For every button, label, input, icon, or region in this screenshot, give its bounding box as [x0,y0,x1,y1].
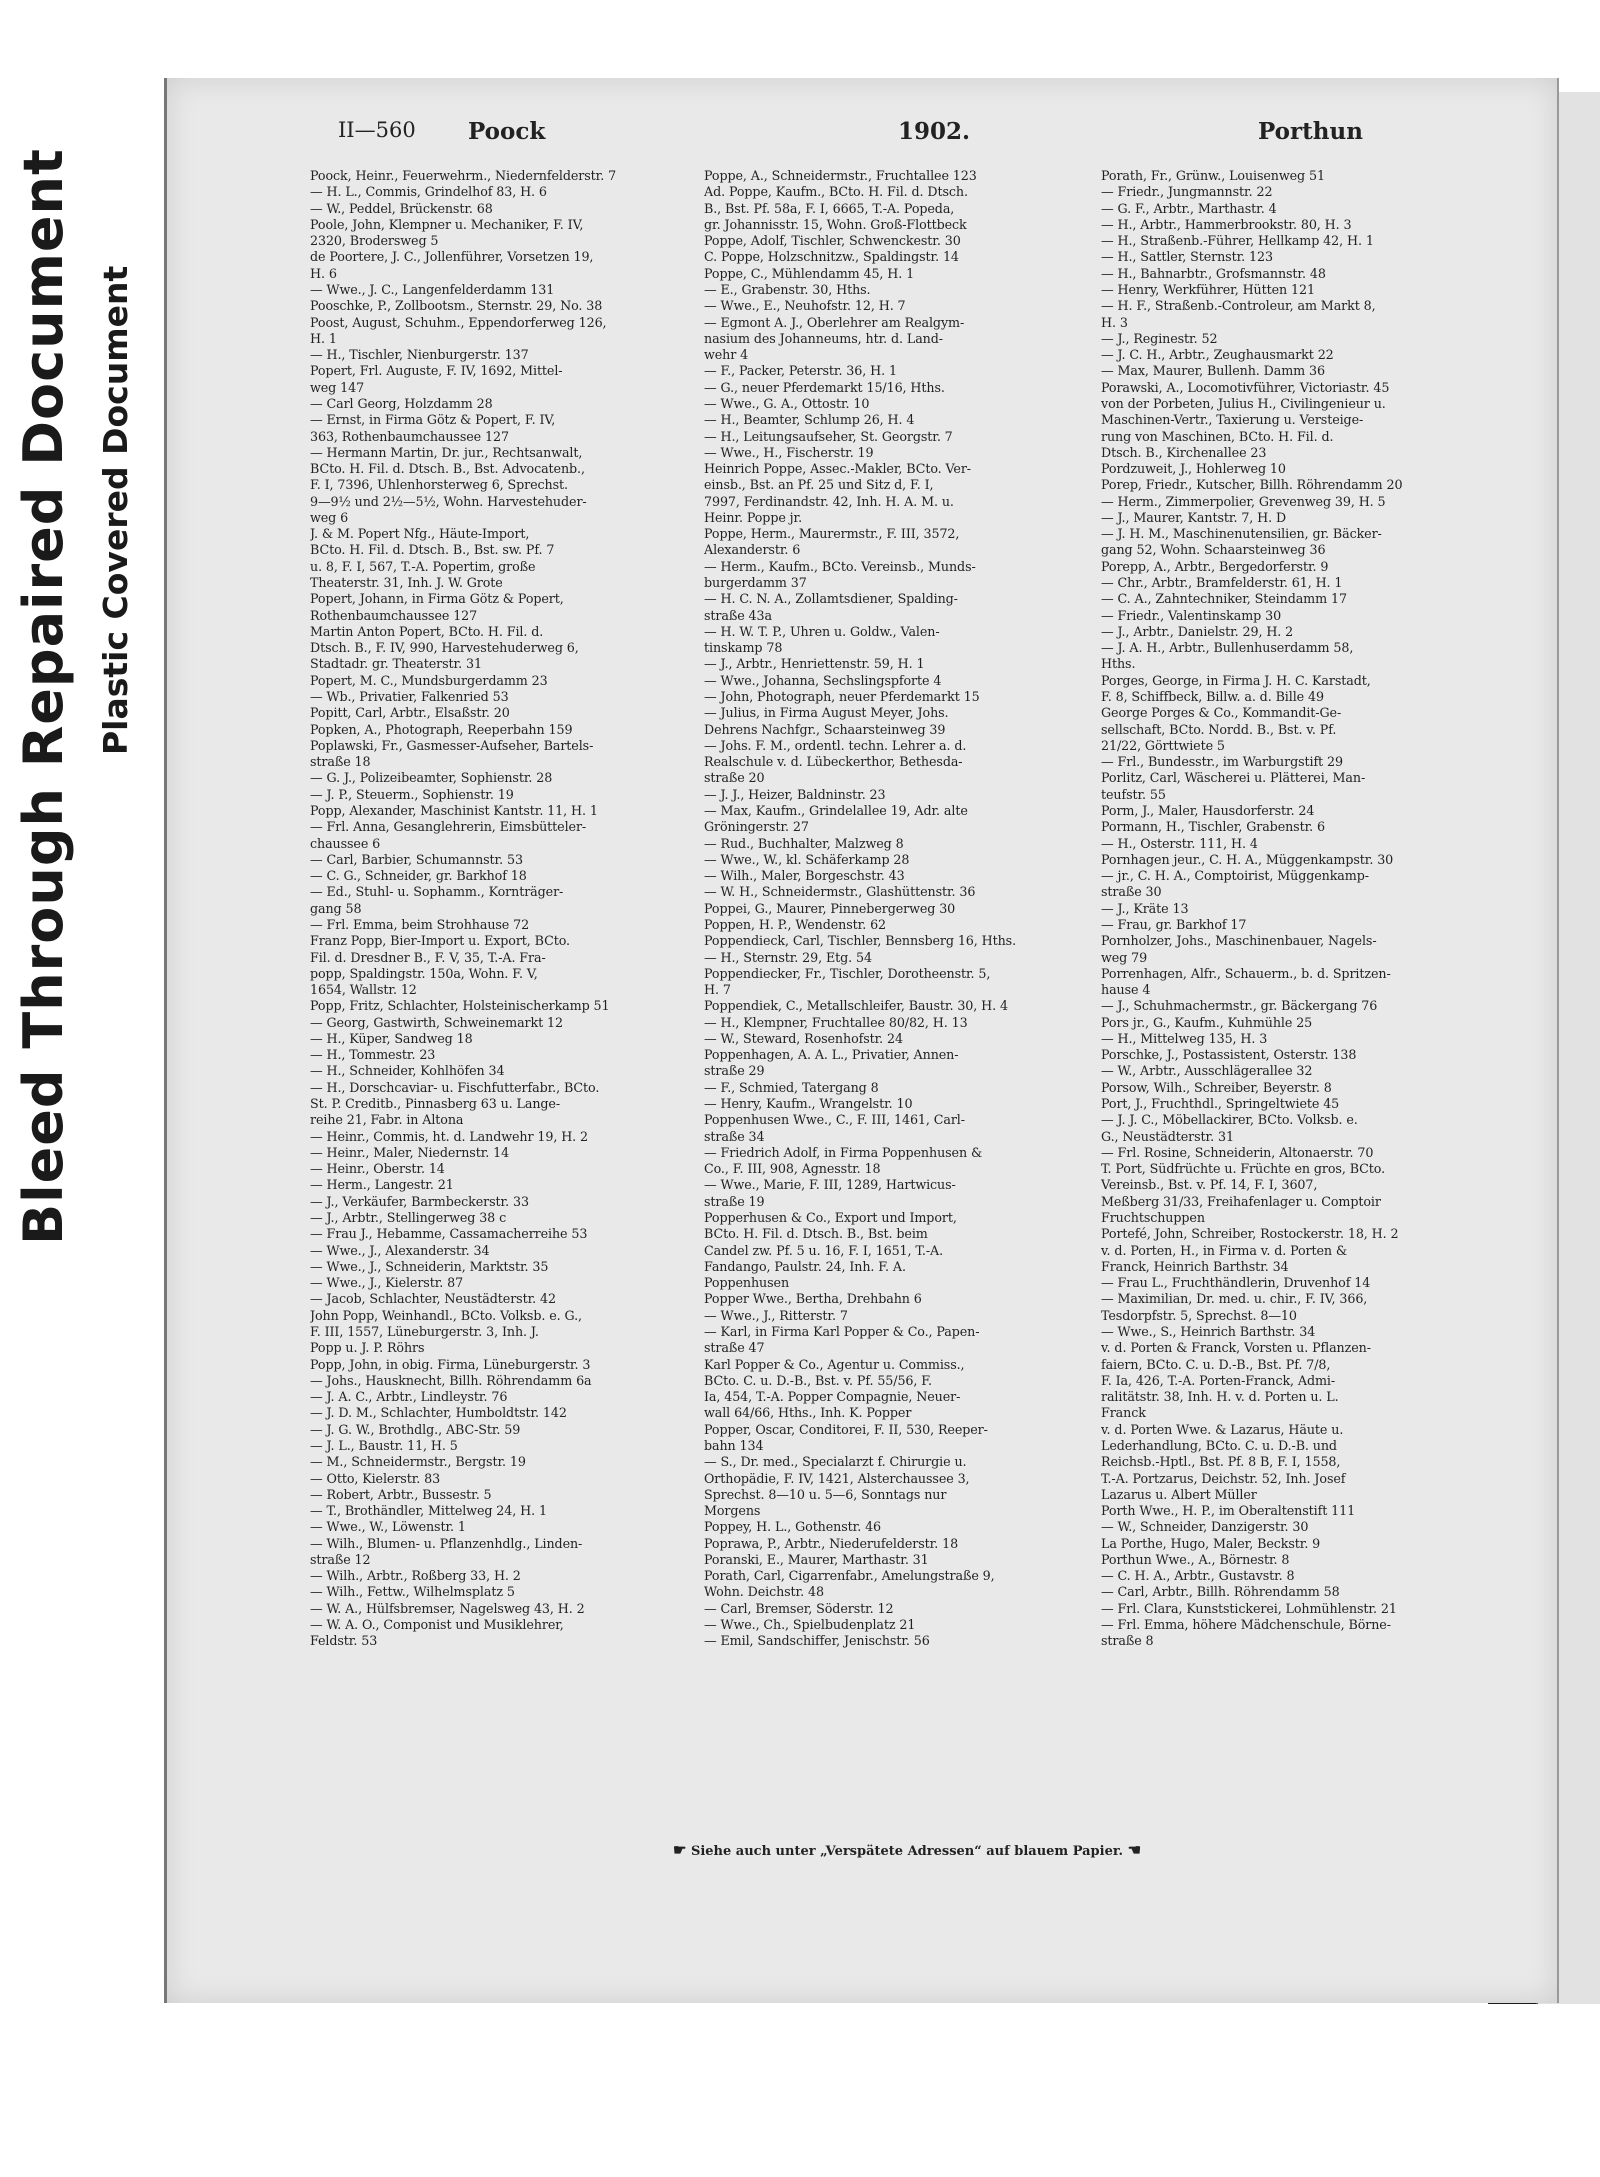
directory-line: Porath, Fr., Grünw., Louisenweg 51 [1101,168,1325,183]
directory-line: Reichsb.-Hptl., Bst. Pf. 8 B, F. I, 1558, [1101,1454,1341,1470]
directory-line: Poppenhusen Wwe., C., F. III, 1461, Carl- [704,1112,965,1128]
directory-line: — Georg, Gastwirth, Schweinemarkt 12 [310,1014,563,1030]
directory-line: Poppe, C., Mühlendamm 45, H. 1 [704,265,915,281]
directory-line: straße 47 [704,1340,765,1356]
directory-line: La Porthe, Hugo, Maler, Beckstr. 9 [1101,1535,1321,1551]
directory-line: — J. A. C., Arbtr., Lindleystr. 76 [310,1389,508,1405]
bleed-through-label: Bleed Through Repaired Document [12,148,75,1245]
directory-line: Vereinsb., Bst. v. Pf. 14, F. I, 3607, [1101,1177,1318,1193]
directory-line: — J. P., Steuerm., Sophienstr. 19 [310,786,514,802]
directory-line: B., Bst. Pf. 58a, F. I, 6665, T.-A. Popeda, [704,200,955,216]
directory-line: — Frl. Rosine, Schneiderin, Altonaerstr. 70 [1101,1144,1374,1160]
directory-line: — H. F., Straßenb.-Controleur, am Markt 8, [1101,298,1376,314]
directory-line: Candel zw. Pf. 5 u. 16, F. I, 1651, T.-A. [704,1242,944,1258]
directory-line: von der Porbeten, Julius H., Civilingenieur u. [1101,395,1386,411]
directory-line: weg 79 [1101,949,1148,965]
directory-line: Poppendiek, C., Metallschleifer, Baustr. 30, H. 4 [704,998,1008,1014]
directory-line: — jr., C. H. A., Comptoirist, Müggenkamp- [1101,868,1369,884]
directory-line: — W. A. O., Componist und Musiklehrer, [310,1617,564,1633]
directory-line: Pors jr., G., Kaufm., Kuhmühle 25 [1101,1014,1313,1030]
directory-line: de Poortere, J. C., Jollenführer, Vorsetzen 19, [310,249,594,265]
directory-line: Rothenbaumchaussee 127 [310,607,478,623]
directory-line: — Frl., Bundesstr., im Warburgstift 29 [1101,754,1343,770]
directory-line: — Herm., Kaufm., BCto. Vereinsb., Munds- [704,558,976,574]
directory-line: Co., F. III, 908, Agnesstr. 18 [704,1161,881,1177]
directory-line: gang 58 [310,900,362,916]
directory-line: reihe 21, Fabr. in Altona [310,1112,464,1128]
directory-line: Martin Anton Popert, BCto. H. Fil. d. [310,623,544,639]
directory-line: Pordzuweit, J., Hohlerweg 10 [1101,461,1286,477]
directory-line: einsb., Bst. an Pf. 25 und Sitz d, F. I, [704,477,934,493]
directory-line: F. Ia, 426, T.-A. Porten-Franck, Admi- [1101,1372,1336,1388]
directory-line: straße 43a [704,607,772,623]
directory-line: — J. G. W., Brothdlg., ABC-Str. 59 [310,1421,521,1437]
directory-line: — Hermann Martin, Dr. jur., Rechtsanwalt, [310,444,583,460]
directory-line: Dehrens Nachfgr., Schaarsteinweg 39 [704,721,946,737]
directory-line: — Frl. Clara, Kunststickerei, Lohmühlenstr. 21 [1101,1600,1397,1616]
directory-line: H. 7 [704,982,731,998]
directory-line: — Rud., Buchhalter, Malzweg 8 [704,835,904,851]
header-last-entry: Porthun [1258,118,1363,145]
directory-line: — Chr., Arbtr., Bramfelderstr. 61, H. 1 [1101,575,1343,591]
directory-line: — Heinr., Maler, Niedernstr. 14 [310,1144,510,1160]
directory-line: — J. J., Heizer, Baldninstr. 23 [704,786,886,802]
directory-line: sellschaft, BCto. Nordd. B., Bst. v. Pf. [1101,721,1337,737]
scanned-page [164,78,1559,2003]
directory-line: Popken, A., Photograph, Reeperbahn 159 [310,721,573,737]
directory-line: Popp, Alexander, Maschinist Kantstr. 11, H. 1 [310,802,598,818]
directory-line: 363, Rothenbaumchaussee 127 [310,428,509,444]
directory-line: — Frau J., Hebamme, Cassamacherreihe 53 [310,1226,588,1242]
footer-text: Siehe auch unter „Verspätete Adressen“ auf blauem Papier. [690,1844,1124,1859]
directory-line: chaussee 6 [310,835,381,851]
directory-line: — W., Schneider, Danzigerstr. 30 [1101,1519,1309,1535]
plastic-covered-label: Plastic Covered Document [96,265,135,755]
directory-line: — Frl. Emma, beim Strohhause 72 [310,916,530,932]
directory-line: Poprawa, P., Arbtr., Niederufelderstr. 18 [704,1535,959,1551]
directory-line: v. d. Porten, H., in Firma v. d. Porten & [1101,1242,1348,1258]
directory-line: straße 29 [704,1063,765,1079]
directory-line: BCto. H. Fil. d. Dtsch. B., Bst. beim [704,1226,928,1242]
directory-line: Lederhandlung, BCto. C. u. D.-B. und [1101,1437,1337,1453]
directory-line: — H. C. N. A., Zollamtsdiener, Spalding- [704,591,958,607]
directory-line: — W., Arbtr., Ausschlägerallee 32 [1101,1063,1313,1079]
directory-line: BCto. C. u. D.-B., Bst. v. Pf. 55/56, F. [704,1372,932,1388]
directory-line: Dtsch. B., Kirchenallee 23 [1101,444,1267,460]
directory-line: Lazarus u. Albert Müller [1101,1486,1257,1502]
directory-line: Alexanderstr. 6 [704,542,801,558]
directory-line: Popp, Fritz, Schlachter, Holsteinischerkamp 51 [310,998,610,1014]
directory-line: — Wwe., W., Löwenstr. 1 [310,1519,466,1535]
directory-line: — Johs., Hausknecht, Billh. Röhrendamm 6a [310,1372,592,1388]
directory-line: — Johs. F. M., ordentl. techn. Lehrer a. d. [704,737,967,753]
directory-line: — Herm., Langestr. 21 [310,1177,454,1193]
directory-line: Poppenhusen [704,1275,790,1291]
directory-line: Tesdorpfstr. 5, Sprechst. 8—10 [1101,1307,1297,1323]
directory-line: — W. A., Hülfsbremser, Nagelsweg 43, H. 2 [310,1600,585,1616]
directory-line: H. 6 [310,265,337,281]
directory-line: Porep, Friedr., Kutscher, Billh. Röhrendamm 20 [1101,477,1403,493]
directory-line: Orthopädie, F. IV, 1421, Alsterchaussee 3, [704,1470,970,1486]
directory-line: — C. A., Zahntechniker, Steindamm 17 [1101,591,1347,607]
directory-line: John Popp, Weinhandl., BCto. Volksb. e. G., [310,1307,582,1323]
page-number: II—560 [338,118,416,142]
directory-line: v. d. Porten Wwe. & Lazarus, Häute u. [1101,1421,1344,1437]
directory-line: straße 34 [704,1128,765,1144]
directory-line: straße 19 [704,1193,765,1209]
directory-line: Poole, John, Klempner u. Mechaniker, F. IV, [310,216,584,232]
directory-line: Popert, M. C., Mundsburgerdamm 23 [310,672,548,688]
directory-line: Heinr. Poppe jr. [704,509,803,525]
directory-line: — H., Schneider, Kohlhöfen 34 [310,1063,505,1079]
directory-line: Porm, J., Maler, Hausdorferstr. 24 [1101,802,1315,818]
directory-line: Fandango, Paulstr. 24, Inh. F. A. [704,1258,906,1274]
directory-line: — H., Straßenb.-Führer, Hellkamp 42, H. 1 [1101,233,1374,249]
directory-line: Ad. Poppe, Kaufm., BCto. H. Fil. d. Dtsch. [704,184,968,200]
directory-line: Poppei, G., Maurer, Pinnebergerweg 30 [704,900,956,916]
directory-line: — H., Osterstr. 111, H. 4 [1101,835,1258,851]
directory-line: — Jacob, Schlachter, Neustädterstr. 42 [310,1291,556,1307]
directory-line: gr. Johannisstr. 15, Wohn. Groß-Flottbeck [704,216,967,232]
directory-line: — H., Arbtr., Hammerbrookstr. 80, H. 3 [1101,216,1352,232]
directory-line: 2320, Brodersweg 5 [310,233,439,249]
directory-line: Porsow, Wilh., Schreiber, Beyerstr. 8 [1101,1079,1332,1095]
directory-line: Poppen, H. P., Wendenstr. 62 [704,916,887,932]
directory-line: — H., Sattler, Sternstr. 123 [1101,249,1273,265]
footer-note [507,1841,1307,1859]
directory-line: — Carl, Bremser, Söderstr. 12 [704,1600,894,1616]
directory-line: — J. C. H., Arbtr., Zeughausmarkt 22 [1101,347,1334,363]
directory-line: weg 6 [310,509,349,525]
directory-line: Porges, George, in Firma J. H. C. Karstadt, [1101,672,1371,688]
directory-line: Popper, Oscar, Conditorei, F. II, 530, Reeper- [704,1421,988,1437]
directory-line: — Wwe., J., Kielerstr. 87 [310,1275,464,1291]
directory-line: bahn 134 [704,1437,764,1453]
directory-line: Poppe, A., Schneidermstr., Fruchtallee 123 [704,168,977,183]
directory-line: — Frau, gr. Barkhof 17 [1101,916,1247,932]
directory-line: Porrenhagen, Alfr., Schauerm., b. d. Spritzen- [1101,965,1391,981]
directory-line: — S., Dr. med., Specialarzt f. Chirurgie u. [704,1454,967,1470]
directory-line: — Max, Maurer, Bullenh. Damm 36 [1101,363,1325,379]
directory-line: rung von Maschinen, BCto. H. Fil. d. [1101,428,1334,444]
directory-line: — J. J. C., Möbellackirer, BCto. Volksb. e. [1101,1112,1358,1128]
directory-line: Popert, Frl. Auguste, F. IV, 1692, Mittel- [310,363,563,379]
directory-line: BCto. H. Fil. d. Dtsch. B., Bst. sw. Pf. 7 [310,542,555,558]
directory-line: Poost, August, Schuhm., Eppendorferweg 126, [310,314,607,330]
header-year: 1902. [898,118,971,145]
directory-line: — J., Verkäufer, Barmbeckerstr. 33 [310,1193,529,1209]
directory-line: Poppendieck, Carl, Tischler, Bennsberg 16, Hths. [704,933,1017,949]
pointing-hand-icon-right: ☚ [1127,1841,1142,1859]
directory-line: — F., Schmied, Tatergang 8 [704,1079,879,1095]
directory-line: — G. J., Polizeibeamter, Sophienstr. 28 [310,770,553,786]
directory-line: straße 12 [310,1551,371,1567]
directory-line: Hths. [1101,656,1136,672]
directory-line: Porlitz, Carl, Wäscherei u. Plätterei, Man- [1101,770,1366,786]
directory-line: Maschinen-Vertr., Taxierung u. Versteige- [1101,412,1364,428]
directory-line: — Wwe., J. C., Langenfelderdamm 131 [310,281,555,297]
directory-line: — Robert, Arbtr., Bussestr. 5 [310,1486,492,1502]
directory-line: F. III, 1557, Lüneburgerstr. 3, Inh. J. [310,1323,539,1339]
directory-line: — Carl Georg, Holzdamm 28 [310,395,493,411]
directory-line: — Wilh., Blumen- u. Pflanzenhdlg., Linden- [310,1535,583,1551]
column-right [1101,168,1507,1650]
directory-line: Poppe, Adolf, Tischler, Schwenckestr. 30 [704,233,961,249]
directory-line: tinskamp 78 [704,640,783,656]
directory-line: — H., Mittelweg 135, H. 3 [1101,1030,1268,1046]
directory-line: — Wwe., H., Fischerstr. 19 [704,444,874,460]
directory-line: — J. A. H., Arbtr., Bullenhuserdamm 58, [1101,640,1354,656]
directory-line: faiern, BCto. C. u. D.-B., Bst. Pf. 7/8, [1101,1356,1331,1372]
directory-line: — Wwe., G. A., Ottostr. 10 [704,395,870,411]
directory-line: — J., Maurer, Kantstr. 7, H. D [1101,509,1287,525]
directory-line: Theaterstr. 31, Inh. J. W. Grote [310,575,503,591]
directory-line: Morgens [704,1503,761,1519]
directory-line: — Friedr., Valentinskamp 30 [1101,607,1282,623]
directory-line: — Frl. Emma, höhere Mädchenschule, Börne- [1101,1617,1391,1633]
directory-line: Karl Popper & Co., Agentur u. Commiss., [704,1356,965,1372]
directory-line: — J., Arbtr., Stellingerweg 38 c [310,1210,507,1225]
directory-line: St. P. Creditb., Pinnasberg 63 u. Lange- [310,1096,561,1112]
directory-line: — W. H., Schneidermstr., Glashüttenstr. 36 [704,884,976,900]
directory-line: F. I, 7396, Uhlenhorsterweg 6, Sprechst. [310,477,568,493]
header-first-entry: Poock [468,118,546,145]
directory-line: F. 8, Schiffbeck, Billw. a. d. Bille 49 [1101,689,1324,704]
directory-line: — Otto, Kielerstr. 83 [310,1470,441,1486]
directory-line: J. & M. Popert Nfg., Häute-Import, [310,526,530,542]
directory-line: — Wwe., Marie, F. III, 1289, Hartwicus- [704,1177,956,1193]
directory-line: 9—9½ und 2½—5½, Wohn. Harvestehuder- [310,493,587,509]
directory-line: Popitt, Carl, Arbtr., Elsaßstr. 20 [310,705,510,721]
directory-line: Pormann, H., Tischler, Grabenstr. 6 [1101,819,1325,835]
directory-line: Fil. d. Dresdner B., F. V, 35, T.-A. Fra- [310,949,546,965]
directory-line: — Frau L., Fruchthändlerin, Druvenhof 14 [1101,1275,1371,1291]
directory-line: — M., Schneidermstr., Bergstr. 19 [310,1454,526,1470]
directory-line: Porth Wwe., H. P., im Oberaltenstift 111 [1101,1503,1356,1519]
directory-line: weg 147 [310,379,365,395]
directory-line: — Friedr., Jungmannstr. 22 [1101,184,1273,200]
directory-line: Wohn. Deichstr. 48 [704,1584,824,1600]
directory-line: v. d. Porten & Franck, Vorsten u. Pflanzen- [1101,1340,1371,1356]
directory-line: G., Neustädterstr. 31 [1101,1128,1234,1144]
directory-line: Franz Popp, Bier-Import u. Export, BCto. [310,933,570,949]
directory-line: — Wilh., Maler, Borgeschstr. 43 [704,868,905,884]
directory-line: Popper Wwe., Bertha, Drehbahn 6 [704,1291,922,1307]
directory-line: 1654, Wallstr. 12 [310,982,417,998]
directory-line: — Wwe., J., Alexanderstr. 34 [310,1242,490,1258]
directory-line: straße 8 [1101,1633,1154,1649]
directory-line: Port, J., Fruchthdl., Springeltwiete 45 [1101,1096,1340,1112]
directory-line: Gröningerstr. 27 [704,819,809,835]
directory-line: — H. W. T. P., Uhren u. Goldw., Valen- [704,623,940,639]
directory-line: — Friedrich Adolf, in Firma Poppenhusen & [704,1144,983,1160]
directory-line: — Wwe., E., Neuhofstr. 12, H. 7 [704,298,906,314]
directory-line: — W., Steward, Rosenhofstr. 24 [704,1030,903,1046]
directory-line: — John, Photograph, neuer Pferdemarkt 15 [704,689,980,704]
directory-line: teufstr. 55 [1101,786,1166,802]
directory-line: — W., Peddel, Brückenstr. 68 [310,200,493,216]
column-left [310,168,716,1650]
directory-line: T. Port, Südfrüchte u. Früchte en gros, BCto. [1101,1161,1386,1177]
directory-line: — Heinr., Commis, ht. d. Landwehr 19, H. 2 [310,1128,588,1144]
directory-line: — Wwe., W., kl. Schäferkamp 28 [704,851,910,867]
directory-line: Franck, Heinrich Barthstr. 34 [1101,1258,1289,1274]
directory-line: — Julius, in Firma August Meyer, Johs. [704,705,949,721]
directory-line: Feldstr. 53 [310,1633,378,1649]
directory-line: popp, Spaldingstr. 150a, Wohn. F. V, [310,965,538,981]
directory-line: — Maximilian, Dr. med. u. chir., F. IV, 366, [1101,1291,1368,1307]
directory-line: Pooschke, P., Zollbootsm., Sternstr. 29, No. 38 [310,298,603,314]
directory-line: — Wwe., S., Heinrich Barthstr. 34 [1101,1323,1316,1339]
directory-line: — Wwe., J., Ritterstr. 7 [704,1307,848,1323]
directory-line: — Wwe., Johanna, Sechslingspforte 4 [704,672,942,688]
directory-line: Franck [1101,1405,1146,1421]
directory-line: Poppenhagen, A. A. L., Privatier, Annen- [704,1047,959,1063]
directory-line: H. 3 [1101,314,1128,330]
directory-line: — Wwe., Ch., Spielbudenplatz 21 [704,1617,916,1633]
directory-line: Poppey, H. L., Gothenstr. 46 [704,1519,882,1535]
directory-line: Sprechst. 8—10 u. 5—6, Sonntags nur [704,1486,947,1502]
directory-line: — H., Tischler, Nienburgerstr. 137 [310,347,529,363]
directory-line: — H., Leitungsaufseher, St. Georgstr. 7 [704,428,953,444]
directory-line: — F., Packer, Peterstr. 36, H. 1 [704,363,897,379]
directory-line: T.-A. Portzarus, Deichstr. 52, Inh. Josef [1101,1470,1346,1486]
directory-line: — Frl. Anna, Gesanglehrerin, Eimsbütteler- [310,819,587,835]
directory-line: hause 4 [1101,982,1151,998]
directory-line: C. Poppe, Holzschnitzw., Spaldingstr. 14 [704,249,959,265]
directory-line: — Karl, in Firma Karl Popper & Co., Papen- [704,1323,980,1339]
directory-line: Meßberg 31/33, Freihafenlager u. Comptoir [1101,1193,1381,1209]
directory-line: — J. D. M., Schlachter, Humboldtstr. 142 [310,1405,567,1421]
directory-line: — J., Schuhmachermstr., gr. Bäckergang 76 [1101,998,1378,1014]
directory-line: Poranski, E., Maurer, Marthastr. 31 [704,1551,929,1567]
page-header [338,118,1498,158]
directory-line: — Heinr., Oberstr. 14 [310,1161,445,1177]
directory-line: wehr 4 [704,347,749,363]
directory-line: — Max, Kaufm., Grindelallee 19, Adr. alte [704,802,968,818]
directory-line: — H., Beamter, Schlump 26, H. 4 [704,412,915,428]
directory-line: — J., Arbtr., Henriettenstr. 59, H. 1 [704,656,925,672]
directory-line: straße 18 [310,754,371,770]
directory-line: — Ed., Stuhl- u. Sophamm., Kornträger- [310,884,564,900]
directory-line: Popert, Johann, in Firma Götz & Popert, [310,591,564,607]
directory-line: — J., Arbtr., Danielstr. 29, H. 2 [1101,623,1294,639]
directory-line: — Herm., Zimmerpolier, Grevenweg 39, H. 5 [1101,493,1386,509]
directory-line: nasium des Johanneums, htr. d. Land- [704,330,943,346]
directory-line: — Carl, Arbtr., Billh. Röhrendamm 58 [1101,1584,1340,1600]
directory-line: — Henry, Werkführer, Hütten 121 [1101,281,1315,297]
directory-line: — H. L., Commis, Grindelhof 83, H. 6 [310,184,547,200]
directory-line: — H., Bahnarbtr., Grofsmannstr. 48 [1101,265,1326,281]
directory-line: u. 8, F. I, 567, T.-A. Popertim, große [310,558,536,574]
directory-line: Stadtadr. gr. Theaterstr. 31 [310,656,482,672]
pointing-hand-icon: ☛ [672,1841,687,1859]
directory-line: — J. H. M., Maschinenutensilien, gr. Bäcker- [1101,526,1382,542]
directory-line: — H., Küper, Sandweg 18 [310,1030,473,1046]
directory-line: Portefé, John, Schreiber, Rostockerstr. 18, H. 2 [1101,1226,1399,1242]
directory-line: — Wilh., Fettw., Wilhelmsplatz 5 [310,1584,515,1600]
directory-line: Porthun Wwe., A., Börnestr. 8 [1101,1551,1290,1567]
directory-line: — Wilh., Arbtr., Roßberg 33, H. 2 [310,1568,521,1584]
directory-line: straße 20 [704,770,765,786]
directory-line: — H., Sternstr. 29, Etg. 54 [704,949,872,965]
directory-line: — Egmont A. J., Oberlehrer am Realgym- [704,314,965,330]
directory-line: — J., Kräte 13 [1101,900,1189,916]
directory-line: — G. F., Arbtr., Marthastr. 4 [1101,200,1277,216]
directory-line: Realschule v. d. Lübeckerthor, Bethesda- [704,754,963,770]
directory-line: George Porges & Co., Kommandit-Ge- [1101,705,1342,721]
directory-line: BCto. H. Fil. d. Dtsch. B., Bst. Advocatenb., [310,461,585,477]
directory-line: Pornhagen jeur., C. H. A., Müggenkampstr. 30 [1101,851,1394,867]
directory-line: Popp, John, in obig. Firma, Lüneburgerstr. 3 [310,1356,591,1372]
directory-line: burgerdamm 37 [704,575,807,591]
directory-line: — Carl, Barbier, Schumannstr. 53 [310,851,523,867]
directory-line: — C. G., Schneider, gr. Barkhof 18 [310,868,527,884]
directory-line: Porawski, A., Locomotivführer, Victoriastr. 45 [1101,379,1390,395]
directory-line: 7997, Ferdinandstr. 42, Inh. H. A. M. u. [704,493,954,509]
directory-line: — Emil, Sandschiffer, Jenischstr. 56 [704,1633,930,1649]
directory-line: — H., Tommestr. 23 [310,1047,436,1063]
directory-line: Poppe, Herm., Maurermstr., F. III, 3572, [704,526,960,542]
directory-line: Dtsch. B., F. IV, 990, Harvestehuderweg 6, [310,640,579,656]
directory-line: — H., Dorschcaviar- u. Fischfutterfabr., BCto. [310,1079,600,1095]
directory-line: — Wb., Privatier, Falkenried 53 [310,689,509,704]
directory-line: Porepp, A., Arbtr., Bergedorferstr. 9 [1101,558,1329,574]
directory-line: ralitätstr. 38, Inh. H. v. d. Porten u. L. [1101,1389,1339,1405]
directory-line: Heinrich Poppe, Assec.-Makler, BCto. Ver- [704,461,971,477]
directory-line: — J., Reginestr. 52 [1101,330,1218,346]
directory-line: — H., Klempner, Fruchtallee 80/82, H. 13 [704,1014,968,1030]
directory-line: Popperhusen & Co., Export und Import, [704,1210,957,1225]
directory-line: gang 52, Wohn. Schaarsteinweg 36 [1101,542,1326,558]
directory-line: Fruchtschuppen [1101,1210,1205,1225]
directory-line: Porath, Carl, Cigarrenfabr., Amelungstraße 9, [704,1568,995,1584]
column-middle [704,168,1110,1650]
directory-line: — Wwe., J., Schneiderin, Marktstr. 35 [310,1258,549,1274]
directory-line: — J. L., Baustr. 11, H. 5 [310,1437,458,1453]
directory-line: 21/22, Görttwiete 5 [1101,737,1225,753]
directory-line: wall 64/66, Hths., Inh. K. Popper [704,1405,912,1421]
directory-line: H. 1 [310,330,337,346]
directory-line: Pornholzer, Johs., Maschinenbauer, Nagels- [1101,933,1377,949]
directory-line: Poock, Heinr., Feuerwehrm., Niedernfelderstr. 7 [310,168,617,183]
directory-line: — G., neuer Pferdemarkt 15/16, Hths. [704,379,945,395]
directory-line: — T., Brothändler, Mittelweg 24, H. 1 [310,1503,547,1519]
directory-line: — C. H. A., Arbtr., Gustavstr. 8 [1101,1568,1295,1584]
directory-line: — Henry, Kaufm., Wrangelstr. 10 [704,1096,913,1112]
directory-line: straße 30 [1101,884,1162,900]
directory-line: Poppendiecker, Fr., Tischler, Dorotheenstr. 5, [704,965,991,981]
directory-line: — Ernst, in Firma Götz & Popert, F. IV, [310,412,556,428]
directory-line: Ia, 454, T.-A. Popper Compagnie, Neuer- [704,1389,961,1405]
directory-line: Popp u. J. P. Röhrs [310,1340,425,1356]
directory-line: Poplawski, Fr., Gasmesser-Aufseher, Bartels- [310,737,594,753]
directory-line: Porschke, J., Postassistent, Osterstr. 138 [1101,1047,1357,1063]
directory-line: — E., Grabenstr. 30, Hths. [704,281,871,297]
